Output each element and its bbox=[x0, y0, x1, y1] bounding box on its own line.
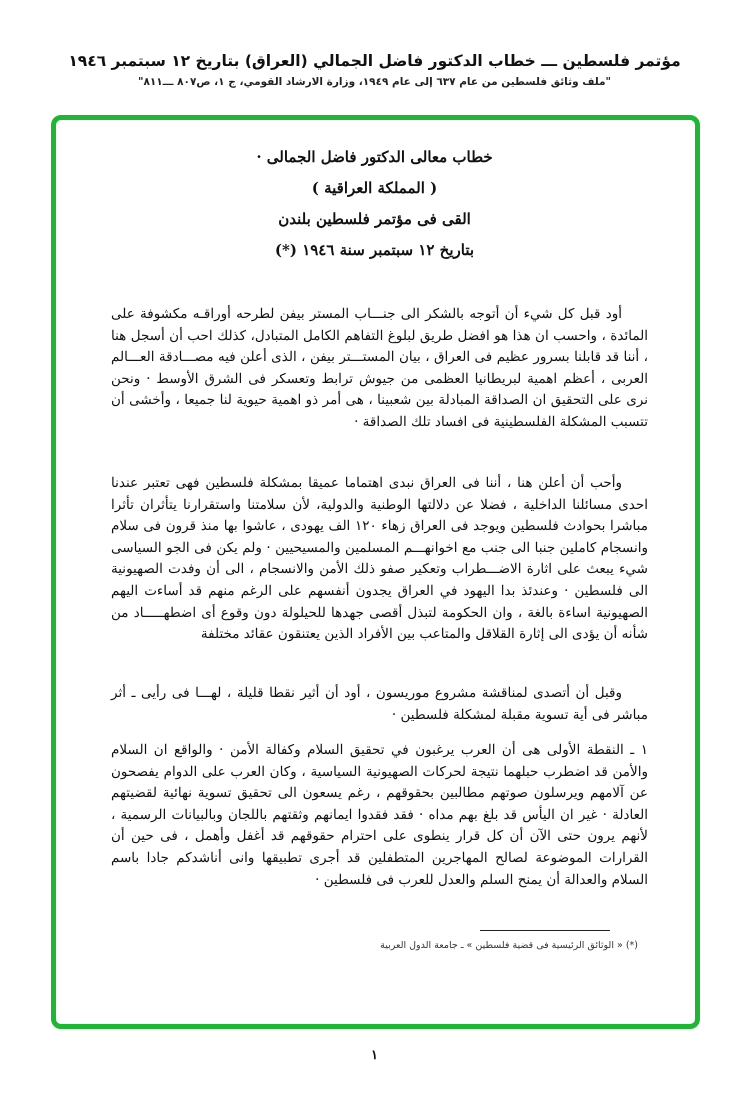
heading-speaker: خطاب معالى الدكتور فاضل الجمالى · bbox=[256, 148, 493, 166]
numbered-point-1 bbox=[111, 740, 648, 891]
paragraph-3 bbox=[111, 683, 648, 726]
paragraph-1 bbox=[111, 304, 648, 434]
heading-date: بتاريخ ١٢ سبتمبر سنة ١٩٤٦ (*) bbox=[274, 241, 475, 259]
footnote: (*) « الوثائق الرئيسية فى قضية فلسطين » ـ جامعة الدول العربية bbox=[380, 940, 638, 951]
point-number: ١ ـ bbox=[630, 742, 648, 758]
paragraph-text: أود قبل كل شيء أن أتوجه بالشكر الى جنـــاب المستر بيفن لطرحه أوراقـه مكشوفة على المائدة ، واحسب ان هذا هو افضل طريق لبلوغ التفاهم الكامل المتبادل، كذلك احب أن أسجل هنا ، أننا قد قابلنا بسرور عظيم فى العراق ، بيان المستـــتر بيفن ، الذى أعلن فيه مصـــادقة العـــالم العربى ، أعظم اهمية لبريطانيا العظمى من جيوش ترابط وتعسكر فى الشرق الأوسط · ونحن نرى على التحقيق ان الصداقة المبادلة بين شعبينا ، هى أمر ذو اهمية حيوية لنا جميعا ، وأخشى أن تتسبب المشكلة الفلسطينية فى افساد تلك الصداقة · bbox=[111, 306, 648, 430]
paragraph-text: وقبل أن أتصدى لمناقشة مشروع موريسون ، أود أن أثير نقطا قليلة ، لهـــا فى رأيى ـ أثر مباشر فى أية تسوية مقبلة لمشكلة فلسطين · bbox=[111, 685, 648, 723]
footnote-divider bbox=[480, 930, 610, 931]
document-source-citation: "ملف وثائق فلسطين من عام ٦٣٧ إلى عام ١٩٤٩، وزارة الارشاد القومي، ج ١، ص٨٠٧ ـــ٨١١" bbox=[137, 76, 612, 88]
heading-country: ( المملكة العراقية ) bbox=[311, 179, 438, 197]
heading-venue: القى فى مؤتمر فلسطين بلندن bbox=[278, 210, 471, 228]
page-number: ١ bbox=[371, 1048, 378, 1063]
paragraph-text: وأحب أن أعلن هنا ، أننا فى العراق نبدى اهتماما عميقا بمشكلة فلسطين فهى تعتبر عندنا احدى مسائلنا الداخلية ، فضلا عن دلالتها الوطنية والدولية، لأن سلامتنا واستقرارنا يتأثران تأثرا مباشرا بحوادث فلسطين ويوجد فى العراق زهاء ١٢٠ الف يهودى ، عاشوا بها منذ قرون فى سلام وانسجام كاملين جنبا الى جنب مع اخوانهـــم المسلمين والمسيحيين · ولم يكن فى الجو السياسى شيء يبعث على اثارة الاضـــطراب وتعكير صفو ذلك الأمن والانسجام ، الى أن وفدت الصهيونية الى فلسطين · وعندئذ بدا اليهود في العراق يجدون أنفسهم على الرغم منهم قد أساءت اليهم الصهيونية اساءة بالغة ، وان الحكومة لتبذل أقصى جهدها للحيلولة دون وقوع أى اضطهـــــاد من شأنه أن يؤدى الى إثارة القلاقل والمتاعب بين الأفراد الذين يعتنقون عقائد مختلفة bbox=[111, 475, 648, 643]
speech-heading bbox=[0, 142, 749, 266]
point-text: النقطة الأولى هى أن العرب يرغبون في تحقيق السلام وكفالة الأمن · والواقع ان السلام والأمن قد اضطرب حبلهما نتيجة لحركات الصهيونية السياسية ، وكان العرب على الدوام يفصحون عن آلامهم ويرسلون صوتهم مطالبين بحقوقهم ، رغم يسعون الى تحقيق تسوية نهائية لقضيتهم العادلة · غير ان اليأس قد بلغ بهم مداه · فقد فقدوا ايمانهم وثقتهم باللجان وبالبيانات الرسمية ، لأنهم يرون حتى الآن أن كل قرار ينطوى على احترام حقوقهم قد أغفل وأهمل ، فى حين أن القرارات الموضوعة لصالح المهاجرين المتطفلين قد أجرى تطبيقها وانى أناشدكم جادا باسم السلام والعدالة أن يمنح السلم والعدل للعرب فى فلسطين · bbox=[111, 742, 648, 888]
paragraph-2 bbox=[111, 473, 648, 646]
document-title: مؤتمر فلسطين ـــ خطاب الدكتور فاضل الجمالي (العراق) بتاريخ ١٢ سبتمبر ١٩٤٦ bbox=[68, 52, 681, 70]
document-header bbox=[0, 50, 749, 90]
